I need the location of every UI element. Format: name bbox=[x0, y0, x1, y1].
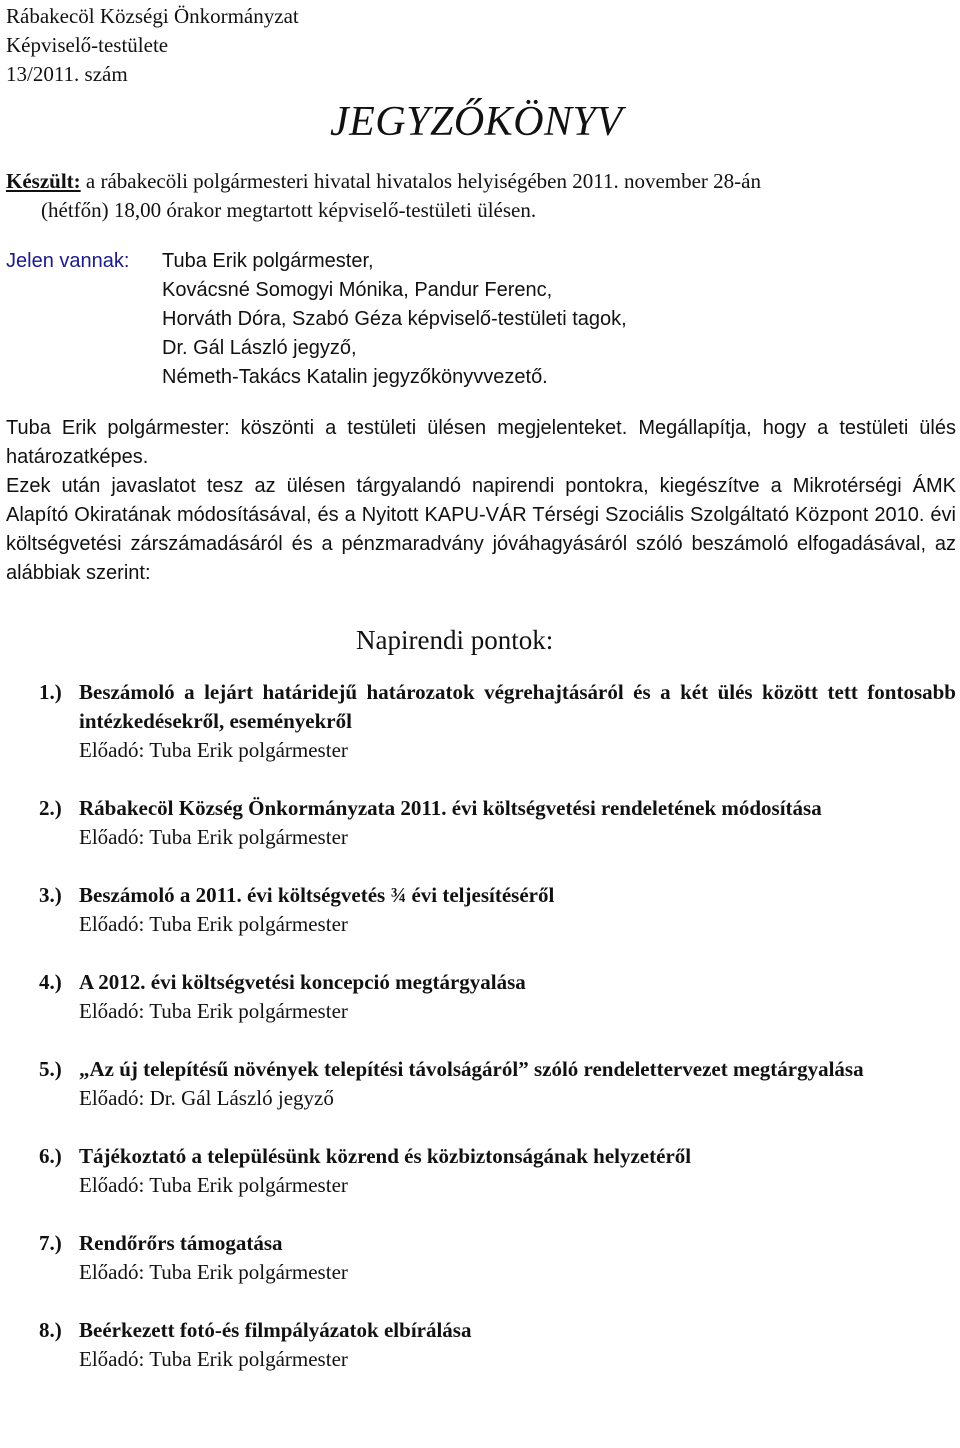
agenda-item-presenter: Előadó: Tuba Erik polgármester bbox=[79, 825, 348, 849]
attendee-line: Dr. Gál László jegyző, bbox=[162, 337, 357, 359]
attendee-line: Tuba Erik polgármester, bbox=[162, 250, 374, 272]
agenda-item bbox=[6, 1142, 956, 1200]
agenda-item-number: 1.) bbox=[39, 680, 62, 704]
agenda-item-number: 4.) bbox=[39, 970, 62, 994]
agenda-item-presenter: Előadó: Tuba Erik polgármester bbox=[79, 999, 348, 1023]
agenda-item-title: Beszámoló a 2011. évi költségvetés ¾ évi teljesítéséről bbox=[79, 883, 555, 907]
agenda-title: Napirendi pontok: bbox=[356, 625, 554, 655]
agenda-item bbox=[6, 1229, 956, 1287]
council-name: Képviselő-testülete bbox=[6, 33, 169, 57]
agenda-item-number: 7.) bbox=[39, 1231, 62, 1255]
proposal-paragraph: Ezek után javaslatot tesz az ülésen tárgyalandó napirendi pontokra, kiegészítve a Mikrotérségi ÁMK Alapító Okiratának módosításával, és a Nyitott KAPU-VÁR Térségi Szociális Szolgáltató Központ 2010. évi költségvetési zárszámadásáról és a pénzmaradvány jóváhagyásáról szóló beszámoló elfogadásával, az alábbiak szerint: bbox=[6, 475, 956, 584]
attendees-section bbox=[6, 247, 956, 392]
agenda-item-title: A 2012. évi költségvetési koncepció megtárgyalása bbox=[79, 970, 526, 994]
agenda-item-title: „Az új telepítésű növények telepítési távolságáról” szóló rendelettervezet megtárgyalása bbox=[79, 1057, 864, 1081]
attendee-line: Horváth Dóra, Szabó Géza képviselő-testületi tagok, bbox=[162, 308, 627, 330]
agenda-item-presenter: Előadó: Tuba Erik polgármester bbox=[79, 1347, 348, 1371]
agenda-item-number: 5.) bbox=[39, 1057, 62, 1081]
agenda-item-title: Rendőrőrs támogatása bbox=[79, 1231, 283, 1255]
agenda-item bbox=[6, 794, 956, 852]
agenda-item-title: Beérkezett fotó-és filmpályázatok elbírálása bbox=[79, 1318, 472, 1342]
agenda-item bbox=[6, 881, 956, 939]
agenda-list bbox=[6, 678, 956, 1374]
attendees-label: Jelen vannak: bbox=[6, 250, 130, 272]
greeting-paragraph: Tuba Erik polgármester: köszönti a testületi ülésen megjelenteket. Megállapítja, hogy a testületi ülés határozatképes. bbox=[6, 417, 956, 468]
agenda-item bbox=[6, 1055, 956, 1113]
agenda-item-number: 3.) bbox=[39, 883, 62, 907]
attendees-list bbox=[162, 247, 627, 392]
agenda-item-presenter: Előadó: Tuba Erik polgármester bbox=[79, 1173, 348, 1197]
document-number: 13/2011. szám bbox=[6, 62, 128, 86]
prepared-section bbox=[6, 167, 956, 225]
document-title: JEGYZŐKÖNYV bbox=[330, 99, 623, 145]
prepared-text-2: (hétfőn) 18,00 órakor megtartott képviselő-testületi ülésen. bbox=[41, 198, 537, 222]
agenda-item-number: 8.) bbox=[39, 1318, 62, 1342]
agenda-item bbox=[6, 1316, 956, 1374]
document-header bbox=[6, 0, 956, 89]
document-page bbox=[6, 0, 956, 1403]
agenda-item-title: Tájékoztató a településünk közrend és közbiztonságának helyzetéről bbox=[79, 1144, 692, 1168]
agenda-item bbox=[6, 968, 956, 1026]
agenda-item-presenter: Előadó: Tuba Erik polgármester bbox=[79, 1260, 348, 1284]
prepared-text-1: a rábakecöli polgármesteri hivatal hivatalos helyiségében 2011. november 28-án bbox=[80, 169, 761, 193]
agenda-item-title: Rábakecöl Község Önkormányzata 2011. évi költségvetési rendeletének módosítása bbox=[79, 796, 822, 820]
municipality-name: Rábakecöl Községi Önkormányzat bbox=[6, 4, 299, 28]
agenda-item-number: 2.) bbox=[39, 796, 62, 820]
agenda-item-title: Beszámoló a lejárt határidejű határozatok végrehajtásáról és a két ülés között tett fontosabb intézkedésekről, eseményekről bbox=[79, 680, 956, 733]
agenda-item bbox=[6, 678, 956, 765]
agenda-item-number: 6.) bbox=[39, 1144, 62, 1168]
attendee-line: Kovácsné Somogyi Mónika, Pandur Ferenc, bbox=[162, 279, 553, 301]
agenda-item-presenter: Előadó: Tuba Erik polgármester bbox=[79, 738, 348, 762]
agenda-item-presenter: Előadó: Dr. Gál László jegyző bbox=[79, 1086, 334, 1110]
prepared-label: Készült: bbox=[6, 169, 81, 193]
agenda-item-presenter: Előadó: Tuba Erik polgármester bbox=[79, 912, 348, 936]
attendee-line: Németh-Takács Katalin jegyzőkönyvvezető. bbox=[162, 366, 548, 388]
